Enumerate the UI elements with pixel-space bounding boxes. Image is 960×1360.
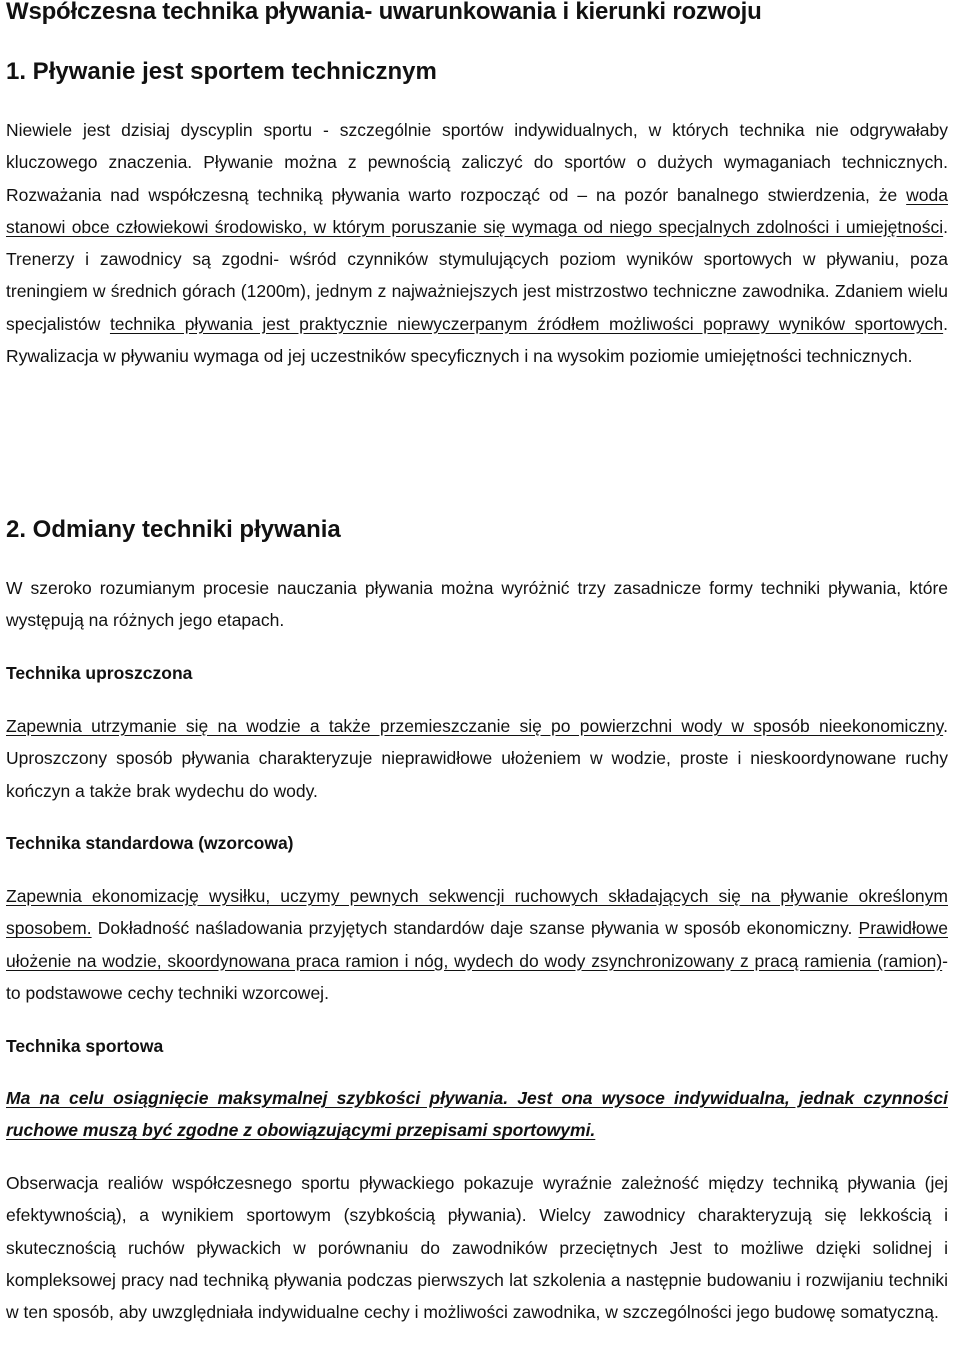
underlined-features: Prawidłowe ułożenie na wodzie, skoordynowana praca ramion i nóg, wydech do wody zsynchronizowany z pracą ramienia (ramion) bbox=[6, 918, 948, 971]
subheading-sport-technique: Technika sportowa bbox=[6, 1036, 164, 1056]
section-2-heading: 2. Odmiany techniki pływania bbox=[6, 516, 341, 543]
document-title: Współczesna technika pływania- uwarunkowania i kierunki rozwoju bbox=[6, 0, 762, 25]
subheading-standard-technique: Technika standardowa (wzorcowa) bbox=[6, 833, 294, 853]
subheading-simplified-technique: Technika uproszczona bbox=[6, 663, 193, 683]
paragraph-text: . Uproszczony sposób pływania charakteryzuje nieprawidłowe ułożeniem w wodzie, proste i nieskoordynowane ruchy kończyn a także brak wydechu do wody. bbox=[6, 716, 948, 801]
paragraph-text: Dokładność naśladowania przyjętych standardów daje szanse pływania w sposób ekonomiczny. bbox=[91, 918, 859, 939]
sport-technique-definition: Ma na celu osiągnięcie maksymalnej szybkości pływania. Jest ona wysoce indywidualna, jednak czynności ruchowe muszą być zgodne z obowiązującymi przepisami sportowymi. bbox=[6, 1088, 948, 1141]
underlined-statement-technique: technika pływania jest praktycznie niewyczerpanym źródłem możliwości poprawy wyników sportowych bbox=[109, 313, 944, 334]
section-1-heading: 1. Pływanie jest sportem technicznym bbox=[6, 58, 437, 85]
simplified-technique-paragraph bbox=[6, 710, 948, 807]
section-1-paragraph bbox=[6, 114, 948, 372]
paragraph-text: - to podstawowe cechy techniki wzorcowej. bbox=[6, 950, 948, 1003]
paragraph-text: Niewiele jest dzisiaj dyscyplin sportu - szczególnie sportów indywidualnych, w których technika nie odgrywałaby kluczowego znaczenia. Pływanie można z pewnością zaliczyć do sportów o dużych wymaganiach technicznych. Rozważania nad współczesną techniką pływania warto rozpocząć od – na pozór banalnego stwierdzenia, że bbox=[6, 120, 948, 205]
paragraph-text: . Rywalizacja w pływaniu wymaga od jej uczestników specyficznych i na wysokim poziomie umiejętności technicznych. bbox=[6, 313, 948, 367]
underlined-definition: Zapewnia ekonomizację wysiłku, uczymy pewnych sekwencji ruchowych składających się na pływanie określonym sposobem. bbox=[6, 886, 948, 939]
paragraph-text: . Trenerzy i zawodnicy są zgodni- wśród czynników stymulujących poziom wyników sportowych w pływaniu, poza treningiem w średnich górach (1200m), jednym z najważniejszych jest mistrzostwo techniczne zawodnika. Zdaniem wielu specjalistów bbox=[6, 216, 948, 334]
standard-technique-paragraph bbox=[6, 880, 948, 1009]
closing-paragraph: Obserwacja realiów współczesnego sportu pływackiego pokazuje wyraźnie zależność między techniką pływania (jej efektywnością), a wynikiem sportowym (szybkością pływania). Wielcy zawodnicy charakteryzują się lekkością i skutecznością ruchów pływackich w porównaniu do zawodników przeciętnych Jest to możliwe dzięki solidnej i kompleksowej pracy nad techniką pływania podczas pierwszych lat szkolenia a następnie budowaniu i rozwijaniu techniki w ten sposób, aby uwzględniała indywidualne cechy i możliwości zawodnika, w szczególności jego budowę somatyczną. bbox=[6, 1173, 948, 1323]
underlined-statement-water: woda stanowi obce człowiekowi środowisko, w którym poruszanie się wymaga od niego specjalnych zdolności i umiejętności bbox=[6, 184, 948, 237]
underlined-definition: Zapewnia utrzymanie się na wodzie a także przemieszczanie się po powierzchni wody w sposób nieekonomiczny bbox=[6, 716, 944, 736]
section-2-intro: W szeroko rozumianym procesie nauczania pływania można wyróżnić trzy zasadnicze formy techniki pływania, które występują na różnych jego etapach. bbox=[6, 578, 948, 631]
